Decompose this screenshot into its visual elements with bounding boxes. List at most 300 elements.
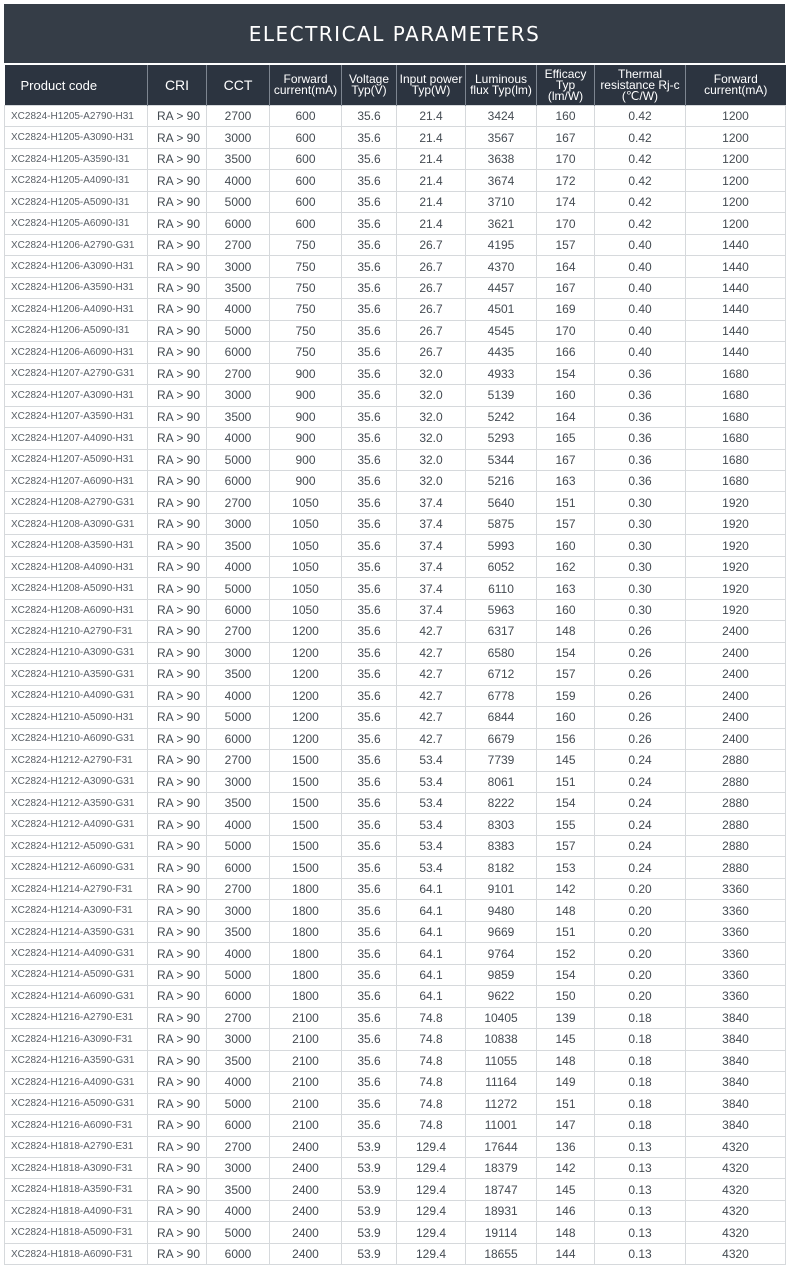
cell-voltage: 35.6 (342, 191, 397, 212)
table-row (5, 621, 786, 642)
cell-cct: 2700 (207, 621, 270, 642)
cell-forward-current-max: 1440 (686, 320, 786, 341)
cell-forward-current-max: 1920 (686, 578, 786, 599)
cell-cct: 3000 (207, 771, 270, 792)
column-header-cri (148, 65, 207, 106)
cell-cct: 4000 (207, 814, 270, 835)
cell-efficacy: 150 (537, 986, 595, 1007)
cell-input-power: 53.4 (397, 793, 466, 814)
cell-voltage: 35.6 (342, 900, 397, 921)
cell-cri: RA > 90 (148, 878, 207, 899)
cell-cct: 2700 (207, 878, 270, 899)
cell-input-power: 53.4 (397, 750, 466, 771)
cell-luminous-flux: 3567 (466, 127, 537, 148)
cell-thermal-resistance: 0.40 (595, 234, 686, 255)
cell-product-code: XC2824-H1212-A3590-G31 (5, 793, 148, 814)
cell-input-power: 32.0 (397, 385, 466, 406)
cell-efficacy: 154 (537, 642, 595, 663)
cell-efficacy: 149 (537, 1072, 595, 1093)
cell-voltage: 35.6 (342, 835, 397, 856)
cell-thermal-resistance: 0.13 (595, 1222, 686, 1243)
cell-efficacy: 147 (537, 1115, 595, 1136)
cell-input-power: 129.4 (397, 1157, 466, 1178)
cell-cct: 3000 (207, 256, 270, 277)
cell-voltage: 35.6 (342, 406, 397, 427)
cell-product-code: XC2824-H1206-A5090-I31 (5, 320, 148, 341)
cell-product-code: XC2824-H1216-A6090-F31 (5, 1115, 148, 1136)
cell-efficacy: 170 (537, 320, 595, 341)
cell-cri: RA > 90 (148, 793, 207, 814)
cell-forward-current: 2400 (270, 1243, 342, 1264)
cell-cri: RA > 90 (148, 148, 207, 169)
column-header-input-power (397, 65, 466, 106)
cell-luminous-flux: 10838 (466, 1029, 537, 1050)
column-header-voltage (342, 65, 397, 106)
cell-cri: RA > 90 (148, 1157, 207, 1178)
cell-cct: 4000 (207, 556, 270, 577)
cell-cri: RA > 90 (148, 170, 207, 191)
cell-input-power: 74.8 (397, 1029, 466, 1050)
cell-efficacy: 152 (537, 943, 595, 964)
cell-input-power: 26.7 (397, 320, 466, 341)
cell-input-power: 37.4 (397, 513, 466, 534)
cell-forward-current: 1200 (270, 707, 342, 728)
cell-cri: RA > 90 (148, 127, 207, 148)
cell-cri: RA > 90 (148, 342, 207, 363)
cell-thermal-resistance: 0.24 (595, 793, 686, 814)
cell-forward-current-max: 1680 (686, 470, 786, 491)
table-row (5, 1136, 786, 1157)
cell-luminous-flux: 18655 (466, 1243, 537, 1264)
cell-thermal-resistance: 0.18 (595, 1072, 686, 1093)
cell-forward-current-max: 3360 (686, 921, 786, 942)
table-row (5, 664, 786, 685)
column-header-forward-current (270, 65, 342, 106)
cell-forward-current-max: 1200 (686, 148, 786, 169)
cell-voltage: 35.6 (342, 299, 397, 320)
table-row (5, 492, 786, 513)
cell-cri: RA > 90 (148, 492, 207, 513)
cell-luminous-flux: 19114 (466, 1222, 537, 1243)
cell-forward-current: 1800 (270, 921, 342, 942)
cell-forward-current-max: 1920 (686, 513, 786, 534)
column-header-line: CCT (223, 76, 253, 93)
cell-thermal-resistance: 0.40 (595, 256, 686, 277)
cell-cct: 6000 (207, 342, 270, 363)
cell-efficacy: 142 (537, 878, 595, 899)
cell-cri: RA > 90 (148, 578, 207, 599)
table-row (5, 234, 786, 255)
cell-forward-current: 1800 (270, 900, 342, 921)
cell-cri: RA > 90 (148, 1115, 207, 1136)
cell-cri: RA > 90 (148, 986, 207, 1007)
cell-thermal-resistance: 0.18 (595, 1093, 686, 1114)
cell-thermal-resistance: 0.24 (595, 771, 686, 792)
cell-luminous-flux: 5242 (466, 406, 537, 427)
cell-forward-current-max: 3840 (686, 1050, 786, 1071)
cell-thermal-resistance: 0.40 (595, 342, 686, 363)
column-header-line: (lm/W) (547, 88, 584, 103)
cell-product-code: XC2824-H1208-A3090-G31 (5, 513, 148, 534)
cell-luminous-flux: 4370 (466, 256, 537, 277)
cell-luminous-flux: 9101 (466, 878, 537, 899)
cell-forward-current: 1500 (270, 835, 342, 856)
cell-voltage: 35.6 (342, 621, 397, 642)
cell-forward-current-max: 4320 (686, 1179, 786, 1200)
cell-efficacy: 151 (537, 921, 595, 942)
cell-efficacy: 151 (537, 771, 595, 792)
cell-input-power: 26.7 (397, 234, 466, 255)
cell-cct: 4000 (207, 1072, 270, 1093)
cell-cct: 2700 (207, 750, 270, 771)
cell-efficacy: 136 (537, 1136, 595, 1157)
cell-forward-current: 1500 (270, 750, 342, 771)
cell-forward-current: 1200 (270, 664, 342, 685)
column-header-line: Thermal (617, 66, 662, 81)
cell-thermal-resistance: 0.36 (595, 428, 686, 449)
cell-voltage: 53.9 (342, 1179, 397, 1200)
cell-cri: RA > 90 (148, 449, 207, 470)
column-header-line: Input power (399, 72, 463, 86)
cell-product-code: XC2824-H1206-A3590-H31 (5, 277, 148, 298)
cell-voltage: 35.6 (342, 1115, 397, 1136)
cell-cri: RA > 90 (148, 191, 207, 212)
table-row (5, 814, 786, 835)
cell-cct: 5000 (207, 707, 270, 728)
cell-cri: RA > 90 (148, 1179, 207, 1200)
column-header-line: Voltage (348, 72, 390, 86)
cell-luminous-flux: 3621 (466, 213, 537, 234)
cell-luminous-flux: 8303 (466, 814, 537, 835)
cell-voltage: 53.9 (342, 1222, 397, 1243)
cell-thermal-resistance: 0.42 (595, 213, 686, 234)
cell-forward-current-max: 1200 (686, 106, 786, 127)
table-row (5, 1093, 786, 1114)
column-header-efficacy (537, 65, 595, 106)
cell-luminous-flux: 5963 (466, 599, 537, 620)
cell-voltage: 35.6 (342, 556, 397, 577)
cell-cri: RA > 90 (148, 707, 207, 728)
cell-forward-current: 2100 (270, 1115, 342, 1136)
table-row (5, 750, 786, 771)
column-header-line: Luminous (474, 72, 528, 86)
table-row (5, 578, 786, 599)
cell-input-power: 64.1 (397, 943, 466, 964)
cell-forward-current-max: 1440 (686, 256, 786, 277)
table-row (5, 943, 786, 964)
cell-forward-current: 750 (270, 256, 342, 277)
cell-forward-current-max: 3840 (686, 1072, 786, 1093)
cell-luminous-flux: 18747 (466, 1179, 537, 1200)
cell-input-power: 32.0 (397, 363, 466, 384)
table-row (5, 1115, 786, 1136)
cell-efficacy: 164 (537, 406, 595, 427)
cell-forward-current: 2100 (270, 1093, 342, 1114)
cell-forward-current: 1050 (270, 599, 342, 620)
table-row (5, 127, 786, 148)
cell-product-code: XC2824-H1205-A2790-H31 (5, 106, 148, 127)
cell-luminous-flux: 5216 (466, 470, 537, 491)
cell-input-power: 129.4 (397, 1222, 466, 1243)
cell-thermal-resistance: 0.20 (595, 878, 686, 899)
cell-efficacy: 159 (537, 685, 595, 706)
table-row (5, 299, 786, 320)
table-row (5, 1029, 786, 1050)
cell-product-code: XC2824-H1212-A2790-F31 (5, 750, 148, 771)
cell-cct: 3500 (207, 406, 270, 427)
cell-product-code: XC2824-H1818-A3590-F31 (5, 1179, 148, 1200)
cell-input-power: 42.7 (397, 707, 466, 728)
cell-cri: RA > 90 (148, 1222, 207, 1243)
cell-thermal-resistance: 0.30 (595, 578, 686, 599)
cell-forward-current-max: 1680 (686, 385, 786, 406)
cell-luminous-flux: 17644 (466, 1136, 537, 1157)
cell-voltage: 35.6 (342, 513, 397, 534)
cell-luminous-flux: 10405 (466, 1007, 537, 1028)
cell-product-code: XC2824-H1207-A5090-H31 (5, 449, 148, 470)
cell-cct: 3000 (207, 642, 270, 663)
cell-voltage: 35.6 (342, 857, 397, 878)
cell-voltage: 35.6 (342, 1029, 397, 1050)
cell-forward-current-max: 2400 (686, 707, 786, 728)
cell-thermal-resistance: 0.13 (595, 1200, 686, 1221)
table-row (5, 1072, 786, 1093)
table-row (5, 857, 786, 878)
cell-forward-current: 750 (270, 277, 342, 298)
cell-luminous-flux: 5344 (466, 449, 537, 470)
cell-product-code: XC2824-H1208-A2790-G31 (5, 492, 148, 513)
cell-cri: RA > 90 (148, 428, 207, 449)
cell-luminous-flux: 5993 (466, 535, 537, 556)
cell-efficacy: 162 (537, 556, 595, 577)
column-header-line: flux Typ(lm) (470, 83, 532, 97)
cell-forward-current: 2400 (270, 1222, 342, 1243)
cell-efficacy: 157 (537, 513, 595, 534)
cell-product-code: XC2824-H1210-A5090-H31 (5, 707, 148, 728)
cell-cri: RA > 90 (148, 621, 207, 642)
cell-luminous-flux: 6110 (466, 578, 537, 599)
cell-voltage: 35.6 (342, 385, 397, 406)
table-row (5, 599, 786, 620)
cell-forward-current-max: 3360 (686, 964, 786, 985)
cell-thermal-resistance: 0.18 (595, 1115, 686, 1136)
cell-cct: 2700 (207, 1136, 270, 1157)
cell-efficacy: 139 (537, 1007, 595, 1028)
column-header-line: current(mA) (273, 83, 338, 97)
cell-forward-current: 750 (270, 320, 342, 341)
cell-efficacy: 170 (537, 213, 595, 234)
cell-input-power: 64.1 (397, 986, 466, 1007)
cell-forward-current-max: 4320 (686, 1200, 786, 1221)
cell-input-power: 37.4 (397, 556, 466, 577)
cell-voltage: 35.6 (342, 234, 397, 255)
cell-forward-current-max: 4320 (686, 1222, 786, 1243)
cell-product-code: XC2824-H1818-A4090-F31 (5, 1200, 148, 1221)
cell-input-power: 32.0 (397, 428, 466, 449)
cell-product-code: XC2824-H1205-A3590-I31 (5, 148, 148, 169)
table-row (5, 428, 786, 449)
cell-cri: RA > 90 (148, 1243, 207, 1264)
cell-product-code: XC2824-H1206-A2790-G31 (5, 234, 148, 255)
cell-thermal-resistance: 0.24 (595, 857, 686, 878)
cell-cct: 3000 (207, 385, 270, 406)
cell-luminous-flux: 11272 (466, 1093, 537, 1114)
cell-input-power: 74.8 (397, 1050, 466, 1071)
cell-efficacy: 154 (537, 363, 595, 384)
cell-forward-current-max: 1200 (686, 191, 786, 212)
cell-efficacy: 145 (537, 1179, 595, 1200)
cell-luminous-flux: 5875 (466, 513, 537, 534)
cell-product-code: XC2824-H1214-A6090-G31 (5, 986, 148, 1007)
cell-input-power: 129.4 (397, 1243, 466, 1264)
table-row (5, 256, 786, 277)
cell-efficacy: 166 (537, 342, 595, 363)
cell-cct: 5000 (207, 1222, 270, 1243)
cell-cri: RA > 90 (148, 814, 207, 835)
cell-product-code: XC2824-H1212-A3090-G31 (5, 771, 148, 792)
cell-thermal-resistance: 0.18 (595, 1007, 686, 1028)
table-row (5, 470, 786, 491)
table-row (5, 513, 786, 534)
table-row (5, 556, 786, 577)
parameters-sheet (4, 4, 785, 1265)
cell-product-code: XC2824-H1208-A4090-H31 (5, 556, 148, 577)
cell-luminous-flux: 5640 (466, 492, 537, 513)
cell-thermal-resistance: 0.30 (595, 599, 686, 620)
cell-voltage: 35.6 (342, 728, 397, 749)
table-row (5, 363, 786, 384)
cell-luminous-flux: 6052 (466, 556, 537, 577)
cell-luminous-flux: 18931 (466, 1200, 537, 1221)
cell-product-code: XC2824-H1210-A3590-G31 (5, 664, 148, 685)
cell-luminous-flux: 6778 (466, 685, 537, 706)
cell-input-power: 32.0 (397, 470, 466, 491)
table-row (5, 707, 786, 728)
cell-input-power: 42.7 (397, 621, 466, 642)
cell-forward-current-max: 2880 (686, 835, 786, 856)
cell-cri: RA > 90 (148, 943, 207, 964)
cell-efficacy: 167 (537, 277, 595, 298)
table-row (5, 535, 786, 556)
cell-forward-current-max: 3360 (686, 986, 786, 1007)
cell-input-power: 53.4 (397, 771, 466, 792)
cell-voltage: 35.6 (342, 1050, 397, 1071)
cell-forward-current-max: 1680 (686, 449, 786, 470)
cell-voltage: 35.6 (342, 492, 397, 513)
cell-efficacy: 151 (537, 492, 595, 513)
cell-forward-current-max: 1200 (686, 170, 786, 191)
cell-product-code: XC2824-H1207-A6090-H31 (5, 470, 148, 491)
cell-efficacy: 151 (537, 1093, 595, 1114)
cell-cct: 5000 (207, 320, 270, 341)
cell-product-code: XC2824-H1216-A3090-F31 (5, 1029, 148, 1050)
cell-product-code: XC2824-H1216-A3590-G31 (5, 1050, 148, 1071)
cell-forward-current: 1050 (270, 556, 342, 577)
cell-forward-current-max: 3360 (686, 900, 786, 921)
cell-efficacy: 157 (537, 234, 595, 255)
cell-luminous-flux: 9622 (466, 986, 537, 1007)
cell-thermal-resistance: 0.24 (595, 835, 686, 856)
cell-cct: 3000 (207, 1029, 270, 1050)
cell-voltage: 53.9 (342, 1136, 397, 1157)
cell-cri: RA > 90 (148, 470, 207, 491)
cell-input-power: 21.4 (397, 213, 466, 234)
cell-efficacy: 160 (537, 106, 595, 127)
cell-input-power: 21.4 (397, 127, 466, 148)
cell-thermal-resistance: 0.36 (595, 363, 686, 384)
cell-forward-current-max: 1920 (686, 599, 786, 620)
cell-cri: RA > 90 (148, 1200, 207, 1221)
cell-forward-current-max: 3360 (686, 943, 786, 964)
cell-cct: 2700 (207, 492, 270, 513)
table-row (5, 1243, 786, 1264)
cell-input-power: 37.4 (397, 535, 466, 556)
column-header-line: Typ(V) (351, 83, 387, 97)
cell-cri: RA > 90 (148, 728, 207, 749)
cell-cct: 4000 (207, 685, 270, 706)
column-header-line: (℃/W) (621, 88, 659, 103)
cell-thermal-resistance: 0.20 (595, 943, 686, 964)
cell-voltage: 35.6 (342, 878, 397, 899)
cell-voltage: 35.6 (342, 363, 397, 384)
cell-efficacy: 164 (537, 256, 595, 277)
cell-efficacy: 154 (537, 793, 595, 814)
cell-input-power: 74.8 (397, 1093, 466, 1114)
cell-luminous-flux: 5293 (466, 428, 537, 449)
cell-input-power: 74.8 (397, 1115, 466, 1136)
cell-cct: 3500 (207, 1050, 270, 1071)
cell-forward-current: 750 (270, 342, 342, 363)
table-row (5, 170, 786, 191)
cell-thermal-resistance: 0.20 (595, 921, 686, 942)
table-row (5, 1050, 786, 1071)
cell-voltage: 35.6 (342, 964, 397, 985)
cell-forward-current: 1050 (270, 535, 342, 556)
cell-product-code: XC2824-H1205-A6090-I31 (5, 213, 148, 234)
cell-product-code: XC2824-H1205-A5090-I31 (5, 191, 148, 212)
cell-voltage: 35.6 (342, 750, 397, 771)
cell-input-power: 64.1 (397, 921, 466, 942)
cell-product-code: XC2824-H1214-A5090-G31 (5, 964, 148, 985)
cell-cri: RA > 90 (148, 599, 207, 620)
cell-thermal-resistance: 0.26 (595, 664, 686, 685)
cell-luminous-flux: 3424 (466, 106, 537, 127)
cell-forward-current: 600 (270, 191, 342, 212)
cell-thermal-resistance: 0.42 (595, 148, 686, 169)
cell-efficacy: 163 (537, 470, 595, 491)
table-row (5, 835, 786, 856)
cell-input-power: 129.4 (397, 1179, 466, 1200)
cell-efficacy: 165 (537, 428, 595, 449)
cell-efficacy: 148 (537, 621, 595, 642)
cell-input-power: 53.4 (397, 835, 466, 856)
cell-product-code: XC2824-H1206-A6090-H31 (5, 342, 148, 363)
cell-thermal-resistance: 0.13 (595, 1136, 686, 1157)
cell-input-power: 64.1 (397, 964, 466, 985)
cell-cri: RA > 90 (148, 1136, 207, 1157)
cell-product-code: XC2824-H1214-A3090-F31 (5, 900, 148, 921)
cell-luminous-flux: 11001 (466, 1115, 537, 1136)
cell-forward-current-max: 1200 (686, 127, 786, 148)
cell-input-power: 74.8 (397, 1007, 466, 1028)
cell-voltage: 35.6 (342, 578, 397, 599)
cell-cct: 3500 (207, 148, 270, 169)
cell-thermal-resistance: 0.20 (595, 964, 686, 985)
cell-product-code: XC2824-H1214-A3590-G31 (5, 921, 148, 942)
cell-thermal-resistance: 0.24 (595, 814, 686, 835)
cell-voltage: 53.9 (342, 1200, 397, 1221)
cell-product-code: XC2824-H1216-A4090-G31 (5, 1072, 148, 1093)
